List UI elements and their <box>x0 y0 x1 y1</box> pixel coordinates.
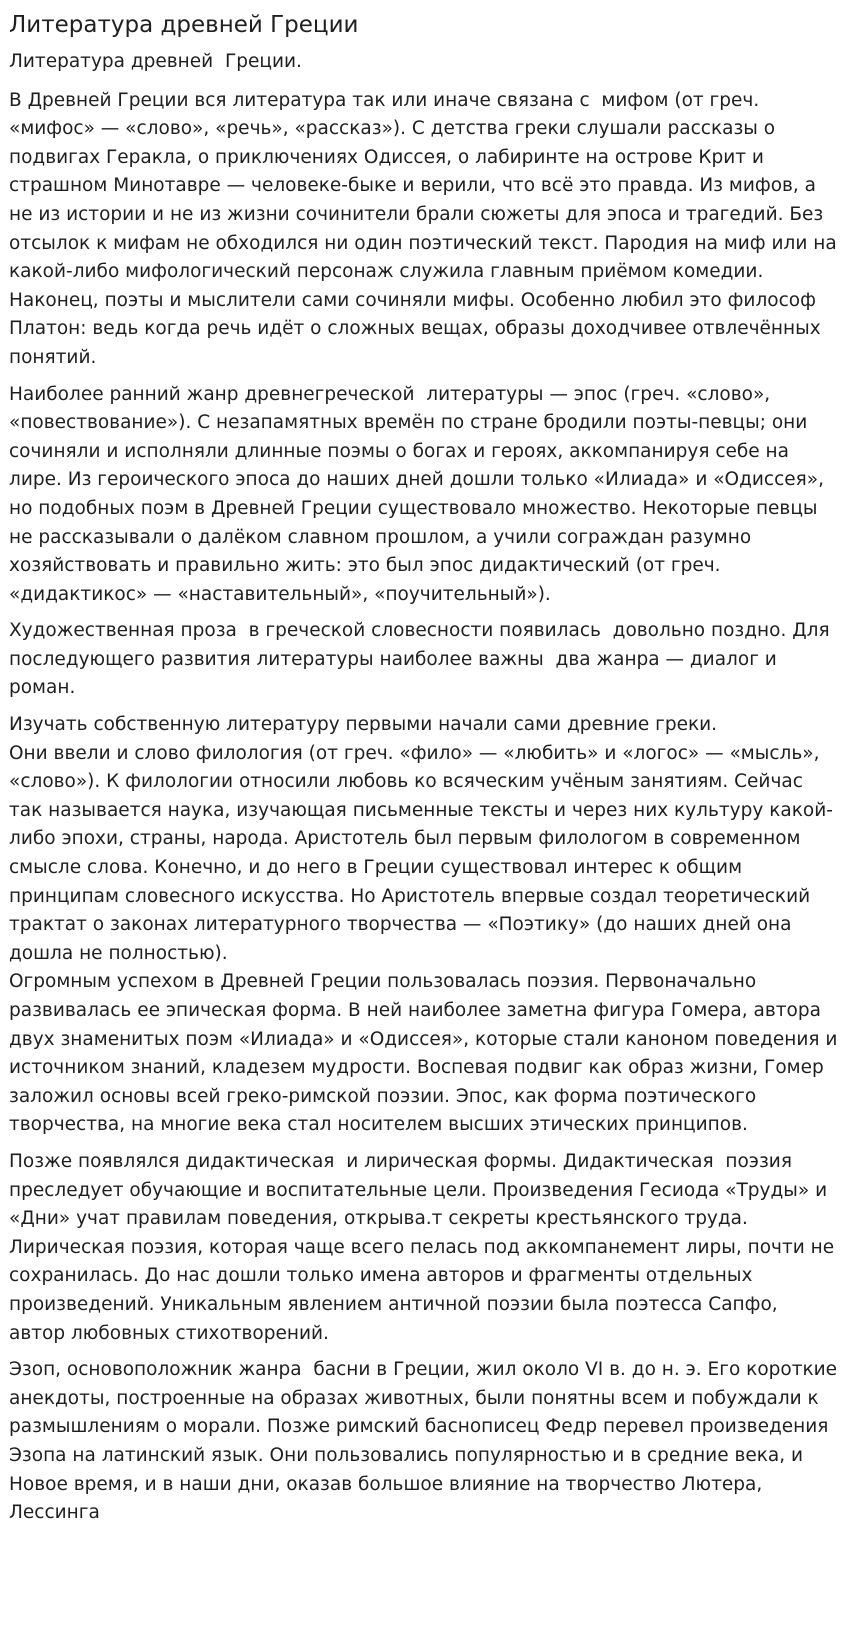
paragraph-epos: Наиболее ранний жанр древнегреческой литературы — эпос (греч. «слово», «повествование»). С незапамятных времён по стране бродили поэты-певцы; они сочиняли и исполняли длинные поэмы о богах и героях, аккомпанируя себе на лире. Из героического эпоса до наших дней дошли только «Илиада» и «Одиссея», но подобных поэм в Древней Греции существовало множество. Некоторые певцы не рассказывали о далёком славном прошлом, а учили сограждан разумно хозяйствовать и правильно жить: это был эпос дидактический (от греч. «дидактикос» — «наставительный», «поучительный»). <box>9 383 830 605</box>
paragraph-poetry: Огромным успехом в Древней Греции пользовалась поэзия. Первоначально развивалась ее эпическая форма. В ней наиболее заметна фигура Гомера, автора двух знаменитых поэм «Илиада» и «Одиссея», которые стали каноном поведения и источником знаний, кладезем мудрости. Воспевая подвиг как образ жизни, Гомер заложил основы всей греко-римской поэзии. Эпос, как форма поэтического творчества, на многие века стал носителем высших этических принципов. <box>9 971 844 1136</box>
paragraph-aesop: Эзоп, основоположник жанра басни в Греции, жил около VI в. до н. э. Его короткие анекдоты, построенные на образах животных, были понятны всем и побуждали к размышлениям о морали. Позже римский баснописец Федр перевел произведения Эзопа на латинский язык. Они пользовались популярностью и в средние века, и Новое время, и в наши дни, оказав большое влияние на творчество Лютера, Лессинга <box>9 1359 843 1524</box>
document-subtitle: Литература древней Греции. <box>9 51 302 72</box>
paragraph-didactic-lyric: Позже появлялся дидактическая и лирическая формы. Дидактическая поэзия преследует обучающие и воспитательные цели. Произведения Гесиода «Труды» и «Дни» учат правилам поведения, открыва.т секреты крестьянского труда. Лирическая поэзия, которая чаще всего пелась под аккомпанемент лиры, почти не сохранилась. До нас дошли только имена авторов и фрагменты отдельных произведений. Уникальным явлением античной поэзии была поэтесса Сапфо, автор любовных стихотворений. <box>9 1150 841 1344</box>
paragraph-philology: Изучать собственную литературу первыми начали сами древние греки. Они ввели и слово филология (от греч. «фило» — «любить» и «логос» — «мысль», «слово»). К филологии относили любовь ко всяческим учёным занятиям. Сейчас так называется наука, изучающая письменные тексты и через них культуру какой-либо эпохи, страны, народа. Аристотель был первым филологом в современном смысле слова. Конечно, и до него в Греции существовал интерес к общим принципам словесного искусства. Но Аристотель впервые создал теоретический трактат о законах литературного творчества — «Поэтику» (до наших дней она дошла не полностью). <box>9 714 833 964</box>
paragraph-prose: Художественная проза в греческой словесности появилась довольно поздно. Для последующего развития литературы наиболее важны два жанра — диалог и роман. <box>9 620 836 699</box>
page-title: Литература древней Греции <box>9 12 359 38</box>
paragraph-myth: В Древней Греции вся литература так или иначе связана с мифом (от греч. «мифос» — «слово», «речь», «рассказ»). С детства греки слушали рассказы о подвигах Геракла, о приключениях Одиссея, о лабиринте на острове Крит и страшном Минотавре — человеке-быке и верили, что всё это правда. Из мифов, а не из истории и не из жизни сочинители брали сюжеты для эпоса и трагедий. Без отсылок к мифам не обходился ни один поэтический текст. Пародия на миф или на какой-либо мифологический персонаж служила главным приёмом комедии. Наконец, поэты и мыслители сами сочиняли мифы. Особенно любил это философ Платон: ведь когда речь идёт о сложных вещах, образы доходчивее отвлечённых понятий. <box>9 89 843 368</box>
